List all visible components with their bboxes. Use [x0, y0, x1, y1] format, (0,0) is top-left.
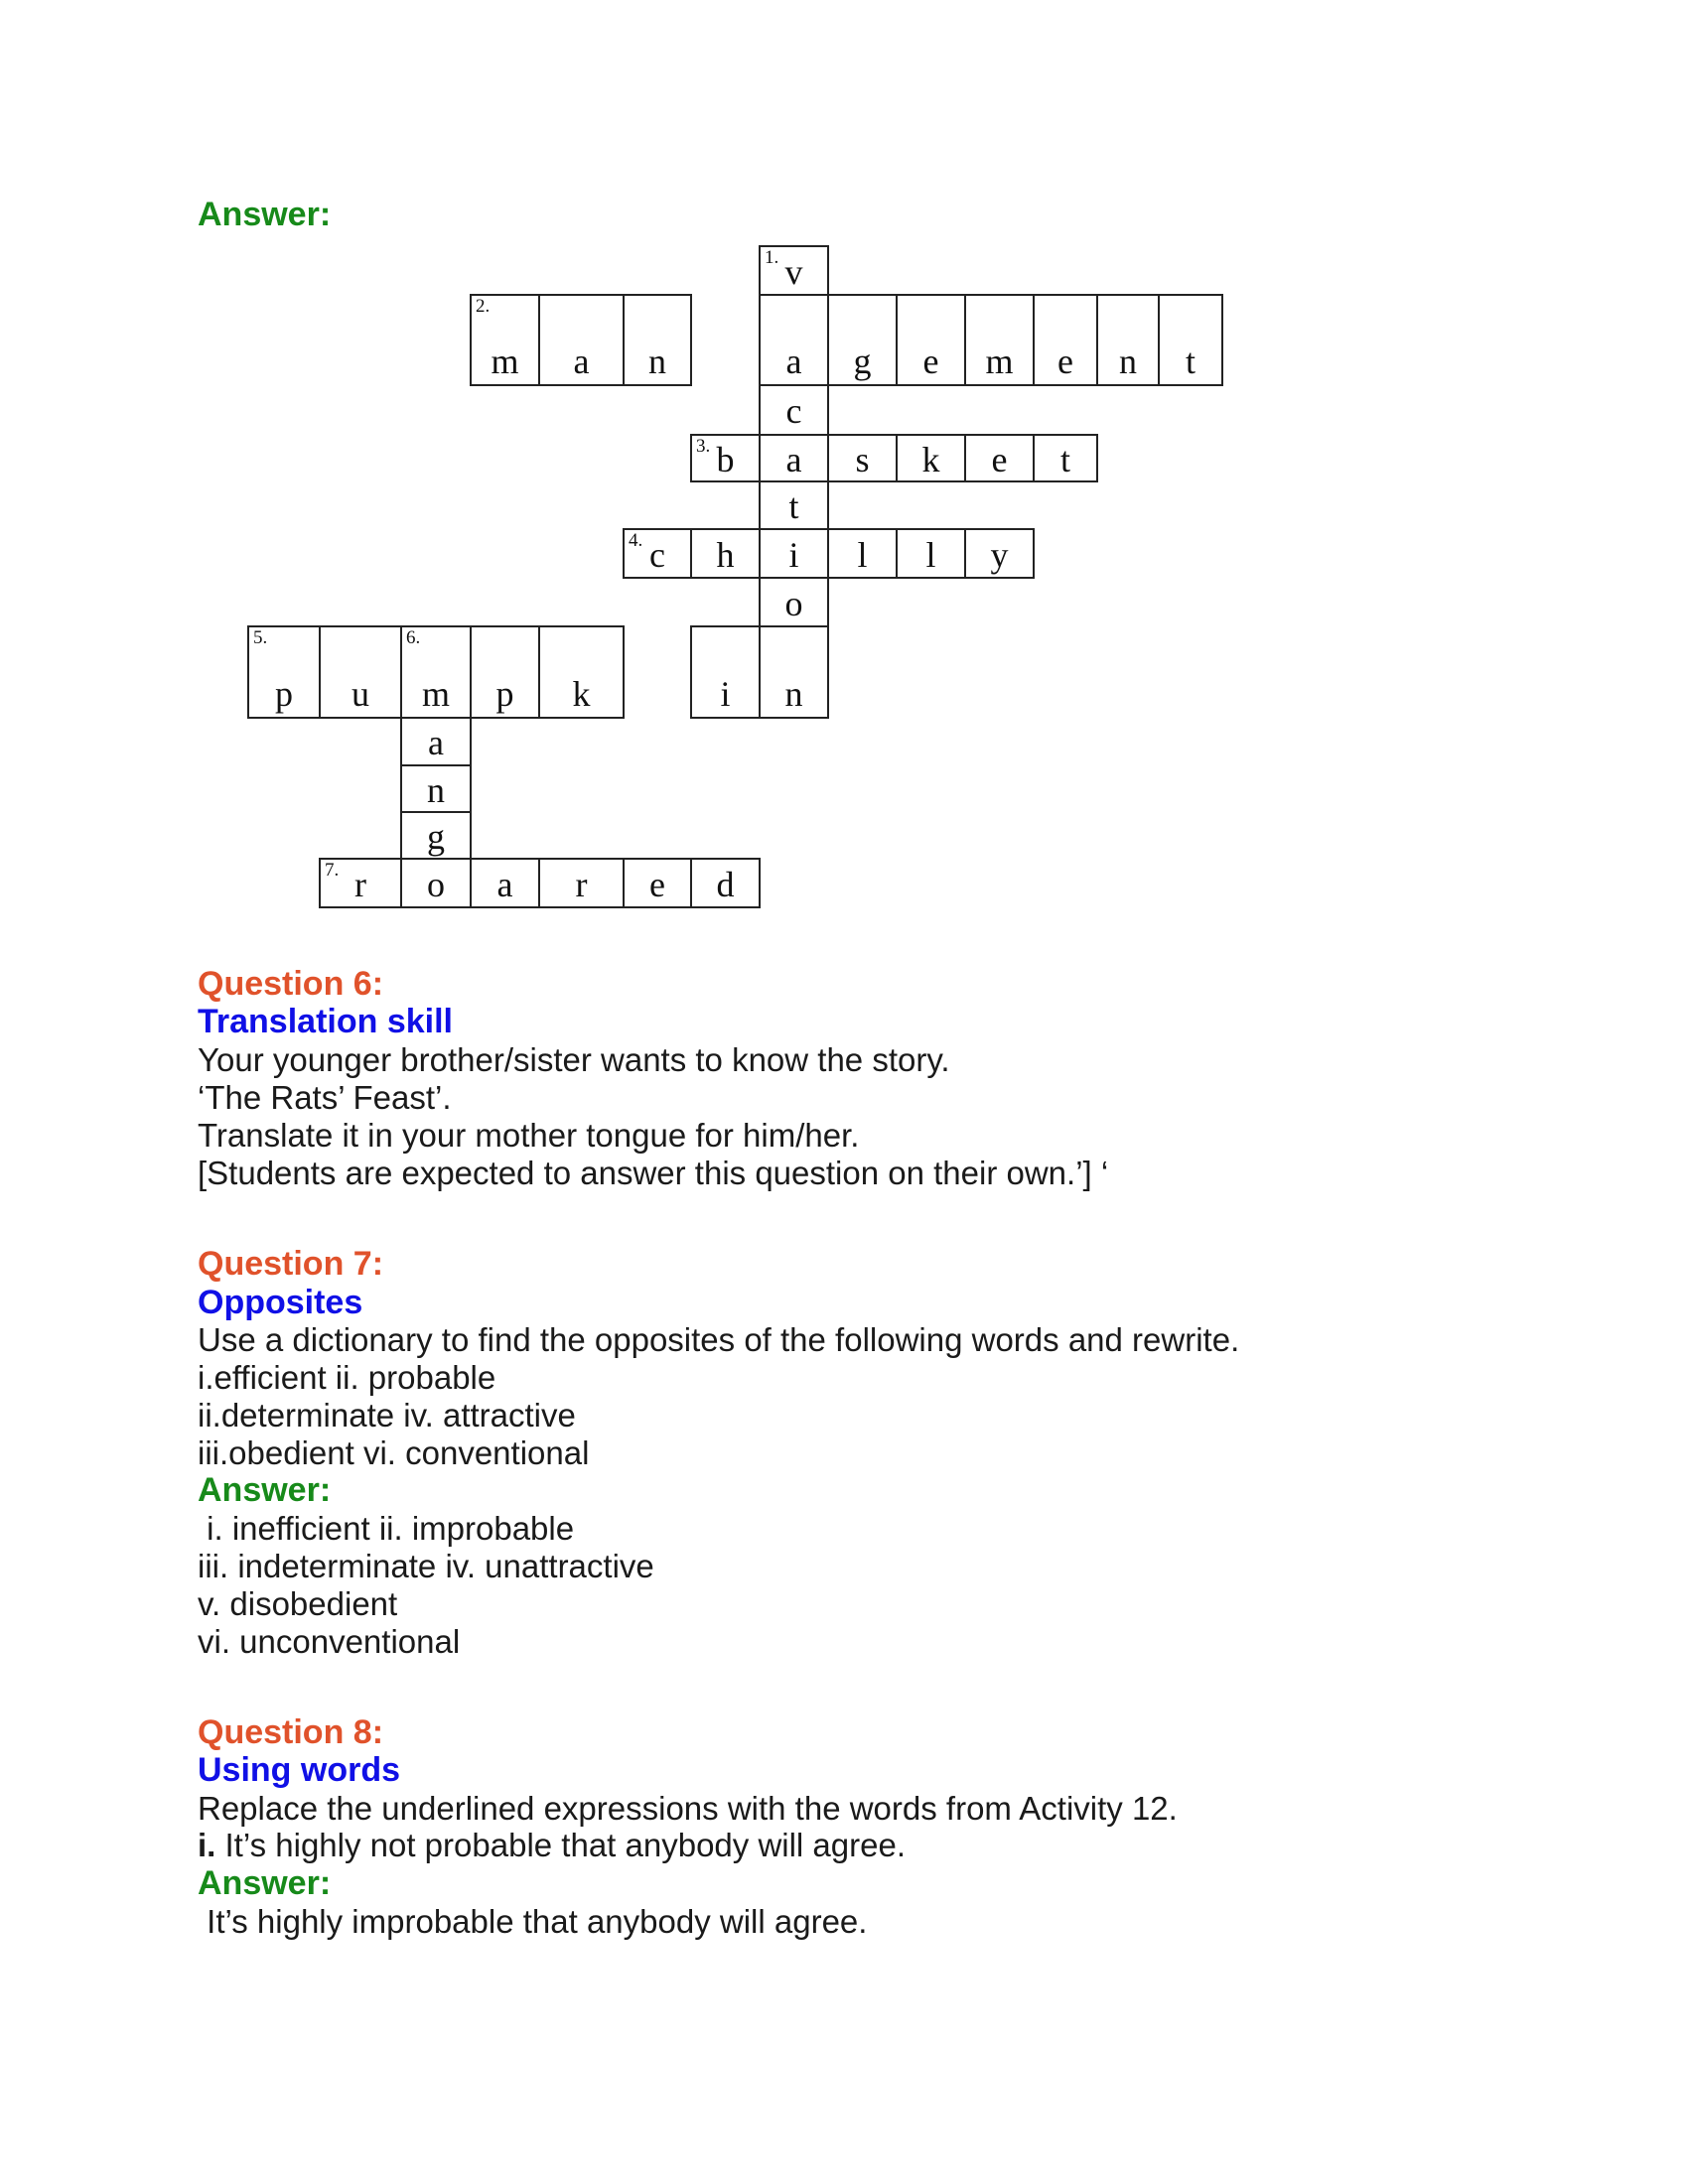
question-7-answer-label: Answer:	[198, 1471, 332, 1509]
crossword-letter: o	[784, 583, 803, 623]
crossword-cell	[896, 294, 966, 386]
crossword-cell	[1158, 294, 1223, 386]
crossword-letter: p	[275, 674, 293, 714]
question-8-item	[198, 1827, 906, 1864]
crossword-cell	[759, 625, 829, 719]
crossword-letter: y	[990, 534, 1009, 575]
question-7-answer: iii. indeterminate iv. unattractive	[198, 1548, 654, 1584]
crossword-cell	[827, 434, 898, 482]
crossword-cell	[827, 528, 898, 579]
crossword-letter: n	[784, 674, 803, 714]
crossword-letter: n	[427, 769, 445, 810]
crossword-cell	[247, 625, 321, 719]
crossword-letter: e	[649, 864, 665, 904]
question-6-line: [Students are expected to answer this question on their own.’] ‘	[198, 1155, 1109, 1191]
crossword-cell	[896, 528, 966, 579]
question-8-item-marker: i.	[198, 1827, 216, 1863]
crossword-letter: t	[1059, 439, 1070, 479]
question-6-line: ‘The Rats’ Feast’.	[198, 1079, 452, 1116]
crossword-letter: n	[648, 341, 666, 381]
crossword-cell	[759, 434, 829, 482]
crossword-letter: m	[985, 341, 1014, 381]
crossword-letter: t	[1185, 341, 1196, 381]
crossword-cell	[964, 528, 1035, 579]
crossword-letter: l	[857, 534, 868, 575]
crossword-letter: u	[352, 674, 369, 714]
crossword-clue-number: 5.	[253, 627, 268, 648]
question-7-line: ii.determinate iv. attractive	[198, 1397, 576, 1433]
crossword-cell	[690, 625, 761, 719]
crossword-cell	[400, 858, 472, 908]
crossword-letter: r	[354, 864, 366, 904]
question-8-heading: Question 8:	[198, 1713, 384, 1751]
crossword-cell	[759, 528, 829, 579]
question-7-line: Use a dictionary to find the opposites of the following words and rewrite.	[198, 1321, 1240, 1358]
answer-label: Answer:	[198, 196, 332, 233]
crossword-letter: s	[855, 439, 870, 479]
crossword-cell	[400, 717, 472, 766]
crossword-cell	[690, 528, 761, 579]
crossword-letter: h	[716, 534, 735, 575]
crossword-letter: i	[720, 674, 731, 714]
question-8-answer-label: Answer:	[198, 1864, 332, 1902]
crossword-cell	[538, 858, 625, 908]
crossword-cell	[759, 245, 829, 296]
crossword-letter: o	[427, 864, 445, 904]
crossword-cell	[400, 764, 472, 813]
crossword-cell	[759, 577, 829, 627]
crossword-cell	[1033, 434, 1098, 482]
crossword-letter: e	[922, 341, 939, 381]
crossword-letter: k	[572, 674, 591, 714]
crossword-letter: a	[496, 864, 513, 904]
crossword-letter: r	[575, 864, 588, 904]
crossword-cell	[1033, 294, 1098, 386]
crossword-cell	[964, 434, 1035, 482]
question-6-heading: Question 6:	[198, 965, 384, 1003]
crossword-cell	[470, 858, 540, 908]
question-7-subheading: Opposites	[198, 1284, 363, 1321]
crossword-cell	[623, 294, 692, 386]
question-6-line: Translate it in your mother tongue for him/her.	[198, 1117, 860, 1154]
crossword-clue-number: 7.	[325, 860, 340, 881]
crossword-cell	[623, 858, 692, 908]
crossword-clue-number: 3.	[696, 436, 711, 457]
crossword-cell	[827, 294, 898, 386]
crossword-letter: i	[788, 534, 799, 575]
crossword-cell	[690, 434, 761, 482]
crossword-cell	[964, 294, 1035, 386]
crossword-cell	[896, 434, 966, 482]
crossword-clue-number: 1.	[765, 247, 779, 268]
crossword-cell	[690, 858, 761, 908]
question-7-heading: Question 7:	[198, 1245, 384, 1283]
crossword-letter: a	[785, 439, 802, 479]
crossword-letter: n	[1119, 341, 1137, 381]
crossword-cell	[1096, 294, 1160, 386]
question-7-line: i.efficient ii. probable	[198, 1359, 496, 1396]
crossword-letter: a	[428, 723, 444, 762]
crossword-letter: a	[573, 341, 590, 381]
crossword-clue-number: 2.	[476, 296, 491, 317]
crossword-cell	[759, 294, 829, 386]
crossword-cell	[759, 384, 829, 436]
crossword-letter: g	[853, 341, 872, 381]
crossword-cell	[623, 528, 692, 579]
question-7-answer: vi. unconventional	[198, 1623, 461, 1660]
question-7-answer: i. inefficient ii. improbable	[198, 1510, 575, 1547]
question-8-item-text: It’s highly not probable that anybody will agree.	[215, 1827, 907, 1863]
crossword-cell	[470, 625, 540, 719]
question-7-line: iii.obedient vi. conventional	[198, 1434, 590, 1471]
crossword-letter: k	[921, 439, 940, 479]
crossword-letter: p	[495, 674, 514, 714]
crossword-cell	[400, 811, 472, 860]
question-6-line: Your younger brother/sister wants to know the story.	[198, 1041, 950, 1078]
crossword-letter: m	[421, 674, 450, 714]
crossword-letter: c	[785, 391, 802, 431]
crossword-grid	[0, 0, 1688, 953]
crossword-clue-number: 6.	[406, 627, 421, 648]
crossword-cell	[470, 294, 540, 386]
question-8-answer: It’s highly improbable that anybody will agree.	[198, 1903, 868, 1940]
crossword-cell	[319, 625, 402, 719]
crossword-cell	[319, 858, 402, 908]
question-8-subheading: Using words	[198, 1751, 401, 1789]
crossword-letter: t	[788, 486, 799, 526]
crossword-letter: m	[491, 341, 519, 381]
crossword-cell	[759, 480, 829, 530]
crossword-cell	[538, 294, 625, 386]
crossword-letter: l	[925, 534, 936, 575]
crossword-cell	[400, 625, 472, 719]
question-6-subheading: Translation skill	[198, 1003, 453, 1040]
crossword-letter: d	[716, 864, 735, 904]
crossword-letter: e	[991, 439, 1008, 479]
question-7-answer: v. disobedient	[198, 1585, 398, 1622]
crossword-clue-number: 4.	[629, 530, 643, 551]
question-8-line: Replace the underlined expressions with the words from Activity 12.	[198, 1790, 1178, 1827]
crossword-letter: b	[716, 439, 735, 479]
crossword-letter: c	[649, 534, 665, 575]
crossword-letter: v	[784, 251, 803, 292]
crossword-letter: a	[785, 341, 802, 381]
crossword-letter: e	[1057, 341, 1073, 381]
crossword-letter: g	[427, 816, 445, 857]
crossword-cell	[538, 625, 625, 719]
